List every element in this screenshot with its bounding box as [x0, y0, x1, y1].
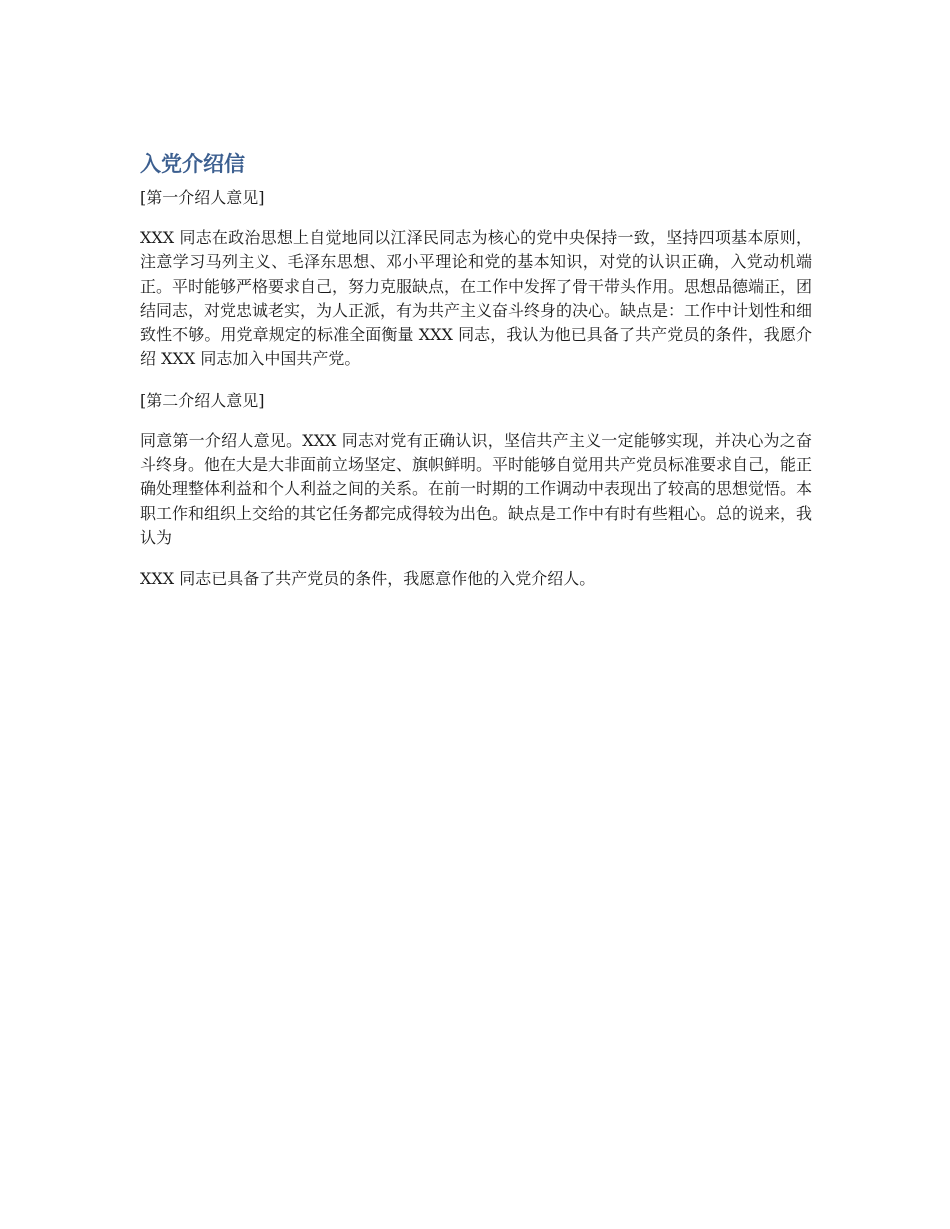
- first-opinion-label: [第一介绍人意见]: [140, 188, 265, 207]
- first-opinion-paragraph: XXX 同志在政治思想上自觉地同以江泽民同志为核心的党中央保持一致，坚持四项基本原则，注意学习马列主义、毛泽东思想、邓小平理论和党的基本知识，对党的认识正确，入党动机端正。平时能够严格要求自己，努力克服缺点，在工作中发挥了骨干带头作用。思想品德端正，团结同志，对党忠诚老实，为人正派，有为共产主义奋斗终身的决心。缺点是：工作中计划性和细致性不够。用党章规定的标准全面衡量 XXX 同志，我认为他已具备了共产党员的条件，我愿介绍 XXX 同志加入中国共产党。: [140, 228, 813, 369]
- document-page: [140, 148, 812, 609]
- second-opinion-paragraph: 同意第一介绍人意见。XXX 同志对党有正确认识，坚信共产主义一定能够实现，并决心为之奋斗终身。他在大是大非面前立场坚定、旗帜鲜明。平时能够自觉用共产党员标准要求自己，能正确处理整体利益和个人利益之间的关系。在前一时期的工作调动中表现出了较高的思想觉悟。本职工作和组织上交给的其它任务都完成得较为出色。缺点是工作中有时有些粗心。总的说来，我认为: [140, 430, 813, 547]
- second-opinion-label: [第二介绍人意见]: [140, 390, 265, 410]
- document-title: 入党介绍信: [140, 152, 245, 176]
- closing-paragraph: XXX 同志已具备了共产党员的条件，我愿意作他的入党介绍人。: [140, 569, 596, 589]
